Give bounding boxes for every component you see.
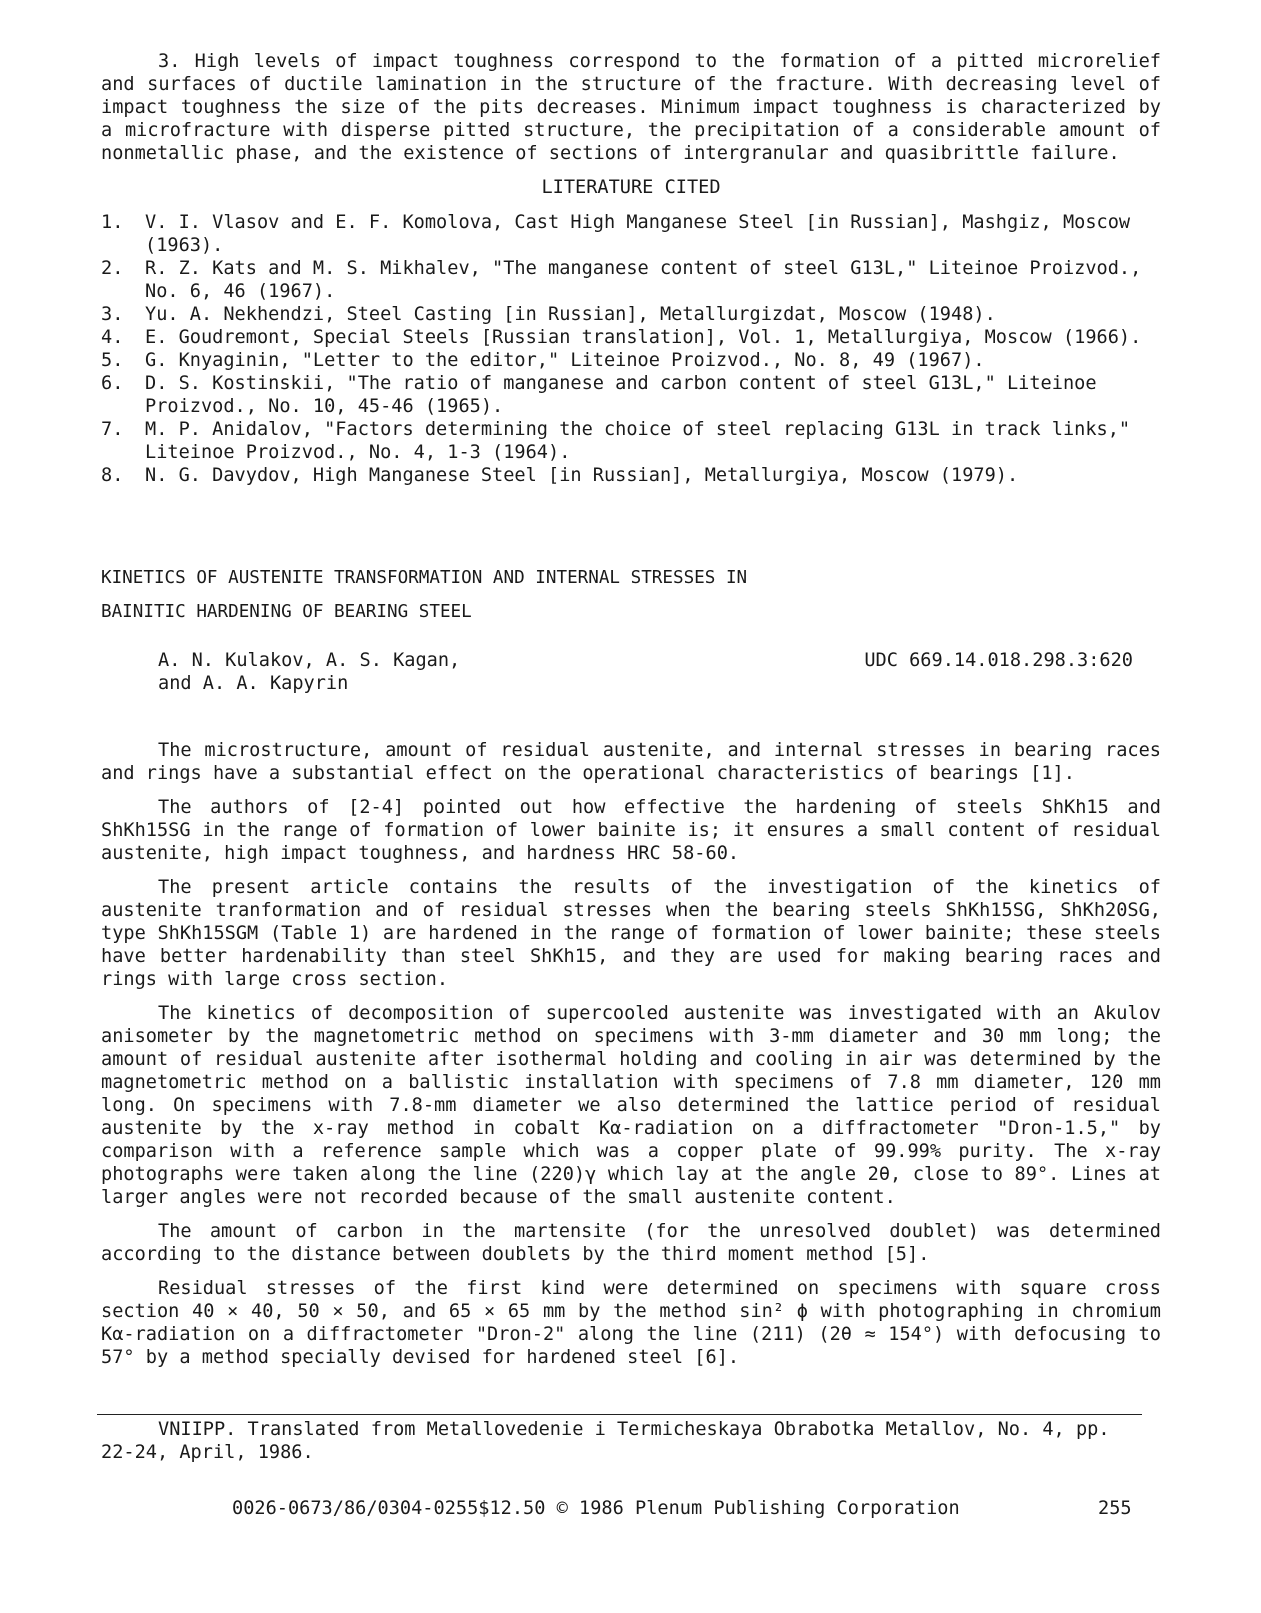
reference-text: N. G. Davydov, High Manganese Steel [in Russian], Metallurgiya, Moscow (1979). [145, 465, 1019, 486]
reference-number: 6. [101, 373, 124, 394]
title-line-2: BAINITIC HARDENING OF BEARING STEEL [101, 602, 472, 622]
intro-paragraph: 3. High levels of impact toughness correspond to the formation of a pitted microrelief and surfaces of ductile lamination in the structure of the fracture. With decreasing level of impact toughness the size of the pits decreases. Minimum impact toughness is characterized by a microfracture with disperse pitted structure, the precipitation of a considerable amount of nonmetallic phase, and the existence of sections of intergranular and quasibrittle failure. [101, 51, 1161, 164]
literature-heading: LITERATURE CITED [541, 177, 721, 198]
reference-item [101, 464, 1161, 487]
publication-line [232, 1497, 1132, 1520]
authors-row [101, 649, 1161, 695]
reference-item [101, 326, 1161, 349]
footnote-text: VNIIPP. Translated from Metallovedenie i Termicheskaya Obrabotka Metallov, No. 4, pp. 22-24, April, 1986. [101, 1419, 1110, 1463]
publication-code: 0026-0673/86/0304-0255$12.50 [232, 1498, 546, 1519]
footnote-divider [97, 1414, 1142, 1415]
udc-code: UDC 669.14.018.298.3:620 [864, 650, 1133, 671]
copyright-text: © 1986 Plenum Publishing Corporation [556, 1498, 960, 1519]
reference-item [101, 257, 1161, 303]
authors-line-1: A. N. Kulakov, A. S. Kagan, [158, 650, 461, 671]
authors [158, 649, 460, 695]
authors-line-2: and A. A. Kapyrin [158, 673, 349, 694]
reference-item [101, 372, 1161, 418]
reference-number: 4. [101, 327, 124, 348]
reference-number: 3. [101, 304, 124, 325]
reference-text: V. I. Vlasov and E. F. Komolova, Cast High Manganese Steel [in Russian], Mashgiz, Moscow (1963). [145, 212, 1131, 256]
reference-number: 2. [101, 258, 124, 279]
footnote [101, 1418, 1141, 1464]
page-content [101, 50, 1161, 1380]
reference-number: 1. [101, 212, 124, 233]
reference-text: D. S. Kostinskii, "The ratio of manganese and carbon content of steel G13L," Liteinoe Proizvod., No. 10, 45-46 (1965). [145, 373, 1097, 417]
body-paragraph: The amount of carbon in the martensite (for the unresolved doublet) was determined according to the distance between doublets by the third moment method [5]. [101, 1221, 1161, 1265]
reference-number: 7. [101, 419, 124, 440]
reference-text: R. Z. Kats and M. S. Mikhalev, "The manganese content of steel G13L," Liteinoe Proizvod., No. 6, 46 (1967). [145, 258, 1142, 302]
reference-item [101, 349, 1161, 372]
article-title [101, 561, 1161, 629]
article-body [101, 739, 1161, 1369]
reference-number: 8. [101, 465, 124, 486]
reference-number: 5. [101, 350, 124, 371]
body-paragraph: The present article contains the results of the investigation of the kinetics of austenite tranformation and of residual stresses when the bearing steels ShKh15SG, ShKh20SG, type ShKh15SGM (Table 1) are hardened in the range of formation of lower bainite; these steels have better hardenability than steel ShKh15, and they are used for making bearing races and rings with large cross section. [101, 877, 1161, 990]
reference-text: Yu. A. Nekhendzi, Steel Casting [in Russian], Metallurgizdat, Moscow (1948). [145, 304, 996, 325]
reference-item [101, 303, 1161, 326]
reference-list [101, 211, 1161, 487]
reference-item [101, 211, 1161, 257]
body-paragraph: The microstructure, amount of residual austenite, and internal stresses in bearing races and rings have a substantial effect on the operational characteristics of bearings [1]. [101, 740, 1161, 784]
title-line-1: KINETICS OF AUSTENITE TRANSFORMATION AND INTERNAL STRESSES IN [101, 568, 748, 588]
reference-text: G. Knyaginin, "Letter to the editor," Liteinoe Proizvod., No. 8, 49 (1967). [145, 350, 985, 371]
body-paragraph: The authors of [2-4] pointed out how effective the hardening of steels ShKh15 and ShKh15SG in the range of formation of lower bainite is; it ensures a small content of residual austenite, high impact toughness, and hardness HRC 58-60. [101, 797, 1161, 864]
reference-item [101, 418, 1161, 464]
reference-text: E. Goudremont, Special Steels [Russian translation], Vol. 1, Metallurgiya, Moscow (1966). [145, 327, 1142, 348]
body-paragraph: Residual stresses of the first kind were determined on specimens with square cross section 40 × 40, 50 × 50, and 65 × 65 mm by the method sin² ϕ with photographing in chromium Kα-radiation on a diffractometer "Dron-2" along the line (211) (2θ ≈ 154°) with defocusing to 57° by a method specially devised for hardened steel [6]. [101, 1278, 1161, 1368]
page-number: 255 [1098, 1498, 1132, 1519]
reference-text: M. P. Anidalov, "Factors determining the choice of steel replacing G13L in track links," Liteinoe Proizvod., No. 4, 1-3 (1964). [145, 419, 1131, 463]
body-paragraph: The kinetics of decomposition of supercooled austenite was investigated with an Akulov anisometer by the magnetometric method on specimens with 3-mm diameter and 30 mm long; the amount of residual austenite after isothermal holding and cooling in air was determined by the magnetometric method on a ballistic installation with specimens of 7.8 mm diameter, 120 mm long. On specimens with 7.8-mm diameter we also determined the lattice period of residual austenite by the x-ray method in cobalt Kα-radiation on a diffractometer "Dron-1.5," by comparison with a reference sample which was a copper plate of 99.99% purity. The x-ray photographs were taken along the line (220)γ which lay at the angle 2θ, close to 89°. Lines at larger angles were not recorded because of the small austenite content. [101, 1003, 1161, 1208]
